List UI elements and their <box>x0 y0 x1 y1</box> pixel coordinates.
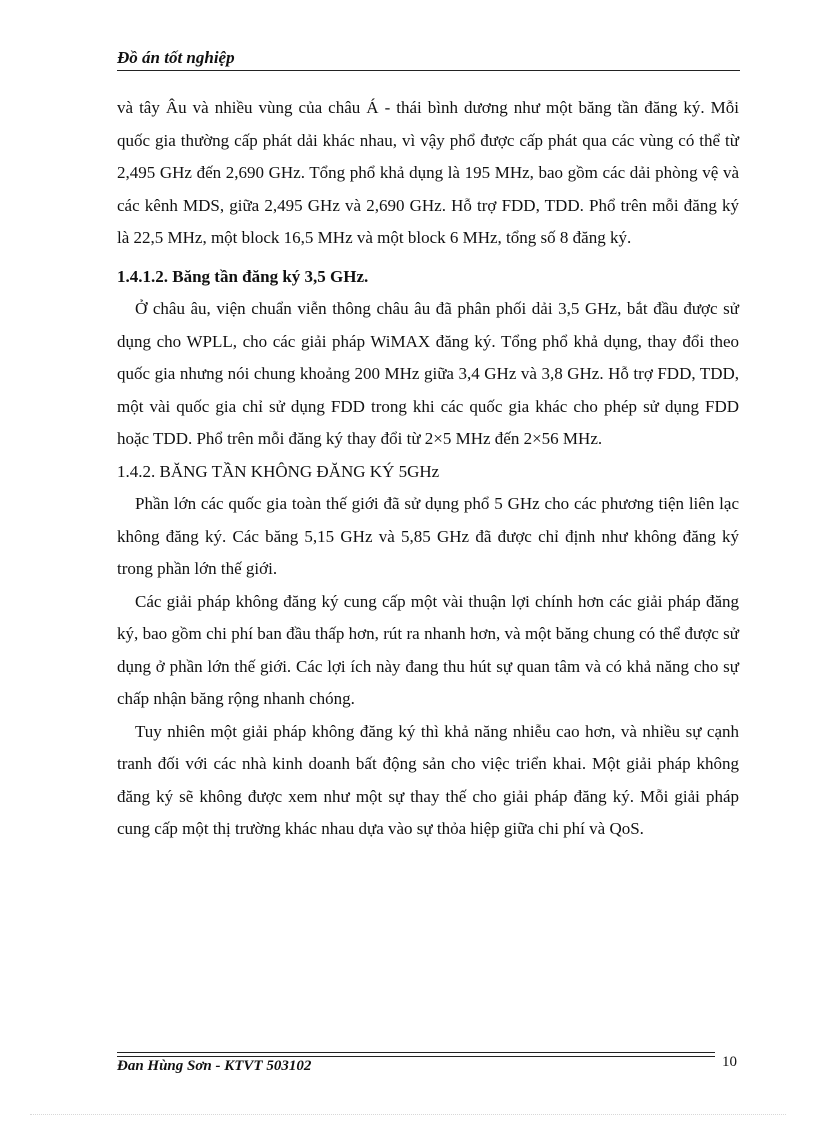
paragraph-unlicensed-drawbacks: Tuy nhiên một giải pháp không đăng ký thì khả năng nhiễu cao hơn, và nhiều sự cạnh tranh đối với các nhà kinh doanh bất động sản cho việc triển khai. Một giải pháp không đăng ký sẽ không được xem như một sự thay thế cho giải pháp đăng ký. Mỗi giải pháp cung cấp một thị trường khác nhau dựa vào sự thỏa hiệp giữa chi phí và QoS. <box>117 721 739 838</box>
page-header-title: Đồ án tốt nghiệp <box>117 48 235 67</box>
paragraph-continuation: và tây Âu và nhiều vùng của châu Á - thái bình dương như một băng tần đăng ký. Mỗi quốc gia thường cấp phát dải khác nhau, vì vậy phổ được cấp phát qua các vùng có thể từ 2,495 GHz đến 2,690 GHz. Tổng phổ khả dụng là 195 MHz, bao gồm các dải phòng vệ và các kênh MDS, giữa 2,495 GHz và 2,690 GHz. Hỗ trợ FDD, TDD. Phổ trên mỗi đăng ký là 22,5 MHz, một block 16,5 MHz và một block 6 MHz, tổng số 8 đăng ký. <box>117 98 739 247</box>
footer-divider <box>117 1052 715 1057</box>
paragraph-unlicensed-intro: Phần lớn các quốc gia toàn thế giới đã sử dụng phổ 5 GHz cho các phương tiện liên lạc không đăng ký. Các băng 5,15 GHz và 5,85 GHz đã được chỉ định như không đăng ký trong phần lớn thế giới. <box>117 494 739 578</box>
paragraph-unlicensed-advantages: Các giải pháp không đăng ký cung cấp một vài thuận lợi chính hơn các giải pháp đăng ký, bao gồm chi phí ban đầu thấp hơn, rút ra nhanh hơn, và một băng chung có thể được sử dụng ở phần lớn thế giới. Các lợi ích này đang thu hút sự quan tâm và có khả năng cho sự chấp nhận băng rộng nhanh chóng. <box>117 591 739 708</box>
section-heading: 1.4.2. BĂNG TẦN KHÔNG ĐĂNG KÝ 5GHz <box>117 461 440 481</box>
footer-author: Đan Hùng Sơn - KTVT 503102 <box>117 1058 312 1074</box>
header-divider <box>117 70 740 71</box>
subsection-heading: 1.4.1.2. Băng tần đăng ký 3,5 GHz. <box>117 266 369 286</box>
paragraph-3-5ghz: Ở châu âu, viện chuẩn viễn thông châu âu đã phân phối dải 3,5 GHz, bắt đầu được sử dụng cho WPLL, cho các giải pháp WiMAX đăng ký. Tổng phổ khả dụng, thay đổi theo quốc gia nhưng nói chung khoảng 200 MHz giữa 3,4 GHz và 3,8 GHz. Hỗ trợ FDD, TDD, một vài quốc gia chỉ sử dụng FDD trong khi các quốc gia khác cho phép sử dụng FDD hoặc TDD. Phổ trên mỗi đăng ký thay đổi từ 2×5 MHz đến 2×56 MHz. <box>117 299 739 448</box>
document-body <box>117 92 739 846</box>
page-number: 10 <box>722 1054 737 1070</box>
page-edge-divider <box>30 1114 786 1115</box>
